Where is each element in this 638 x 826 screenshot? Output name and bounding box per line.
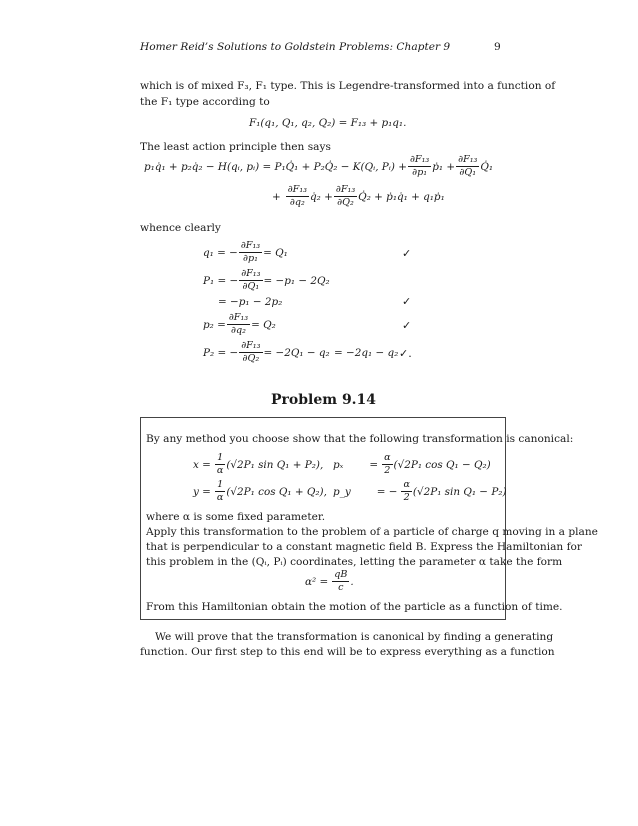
equation-f1: F₁(q₁, Q₁, q₂, Q₂) = F₁₃ + p₁q₁. (249, 117, 407, 129)
transform-px: pₓ = $\frac{\alpha}{2}$ (√2P₁ cos Q₁ − Q₂) (333, 452, 491, 476)
check-mark: ✓ (402, 247, 412, 260)
problem-apply-line: that is perpendicular to a constant magnetic field B. Express the Hamiltonian for (146, 541, 582, 553)
least-action-equation-line2 (272, 184, 445, 209)
fraction: $\frac{\text{∂F₁₃}}{\text{∂q₂}}$ (287, 184, 308, 208)
page-number: 9 (494, 41, 501, 53)
equation-term: Q̇₂ + ṗ₁q̇₁ + q₁ṗ₁ (358, 190, 445, 203)
problem-apply-line: this problem in the (Qᵢ, Pᵢ) coordinates, letting the parameter α take the form (146, 556, 563, 568)
paragraph-line: The least action principle then says (140, 141, 331, 153)
check-mark: ✓ (402, 319, 412, 332)
fraction: $\frac{\text{∂F₁₃}}{\text{∂p₁}}$ (409, 154, 430, 178)
equation-term: q̇₂ + (310, 190, 333, 203)
check-mark: ✓. (399, 347, 412, 360)
equation-term: + (272, 190, 281, 203)
running-title: Homer Reid’s Solutions to Goldstein Problems: Chapter 9 (140, 41, 451, 53)
transform-y: y = $\frac{1}{\alpha}$ (√2P₁ cos Q₁ + Q₂), (193, 479, 327, 503)
paragraph-line: the F₁ type according to (140, 96, 270, 108)
alpha-definition: α² = $\frac{qB}{c}$ . (305, 569, 354, 593)
problem-title: Problem 9.14 (271, 392, 377, 408)
relation-p2: p₂ = $\frac{\text{∂F₁₃}}{\text{∂q₂}}$ = Q₂ (203, 312, 276, 336)
relation-q1: q₁ = − $\frac{\text{∂F₁₃}}{\text{∂p₁}}$ = Q₁ (203, 240, 288, 264)
fraction: $\frac{\text{∂F₁₃}}{\text{∂Q₂}}$ (335, 184, 356, 208)
check-mark: ✓ (402, 295, 412, 308)
problem-final: From this Hamiltonian obtain the motion of the particle as a function of time. (146, 601, 563, 613)
problem-intro: By any method you choose show that the following transformation is canonical: (146, 433, 574, 445)
paragraph-line: which is of mixed F₃, F₁ type. This is Legendre-transformed into a function of (140, 80, 556, 92)
relation-P1: P₁ = − $\frac{\text{∂F₁₃}}{\text{∂Q₁}}$ = −p₁ − 2Q₂ (203, 268, 330, 292)
relation-P2-alt: = −2q₁ − q₂ (334, 347, 399, 359)
transform-x: x = $\frac{1}{\alpha}$ (√2P₁ sin Q₁ + P₂), (193, 452, 324, 476)
transform-py: p_y = − $\frac{\alpha}{2}$ (√2P₁ sin Q₁ − P₂) (333, 479, 507, 503)
problem-where: where α is some fixed parameter. (146, 511, 326, 523)
paragraph-line: whence clearly (140, 222, 221, 234)
fraction: $\frac{\text{∂F₁₃}}{\text{∂Q₁}}$ (458, 154, 478, 178)
equation-term: ṗ₁ + (432, 160, 456, 173)
least-action-equation-line1 (144, 154, 493, 179)
relation-P1-cont: = −p₁ − 2p₂ (218, 296, 283, 308)
equation-lhs: p₁q̇₁ + p₂q̇₂ − H(qᵢ, pᵢ) = P₁Q̇₁ + P₂Q̇₂ − K(Qᵢ, Pᵢ) + (144, 160, 407, 173)
equation-term: Q̇₁ (480, 160, 494, 173)
paragraph-line: function. Our first step to this end will be to express everything as a function (140, 646, 555, 658)
problem-apply-line: Apply this transformation to the problem of a particle of charge q moving in a plane (146, 526, 598, 538)
relation-P2: P₂ = − $\frac{\text{∂F₁₃}}{\text{∂Q₂}}$ = −2Q₁ − q₂ (203, 340, 330, 364)
paragraph-line: We will prove that the transformation is canonical by finding a generating (155, 631, 554, 643)
